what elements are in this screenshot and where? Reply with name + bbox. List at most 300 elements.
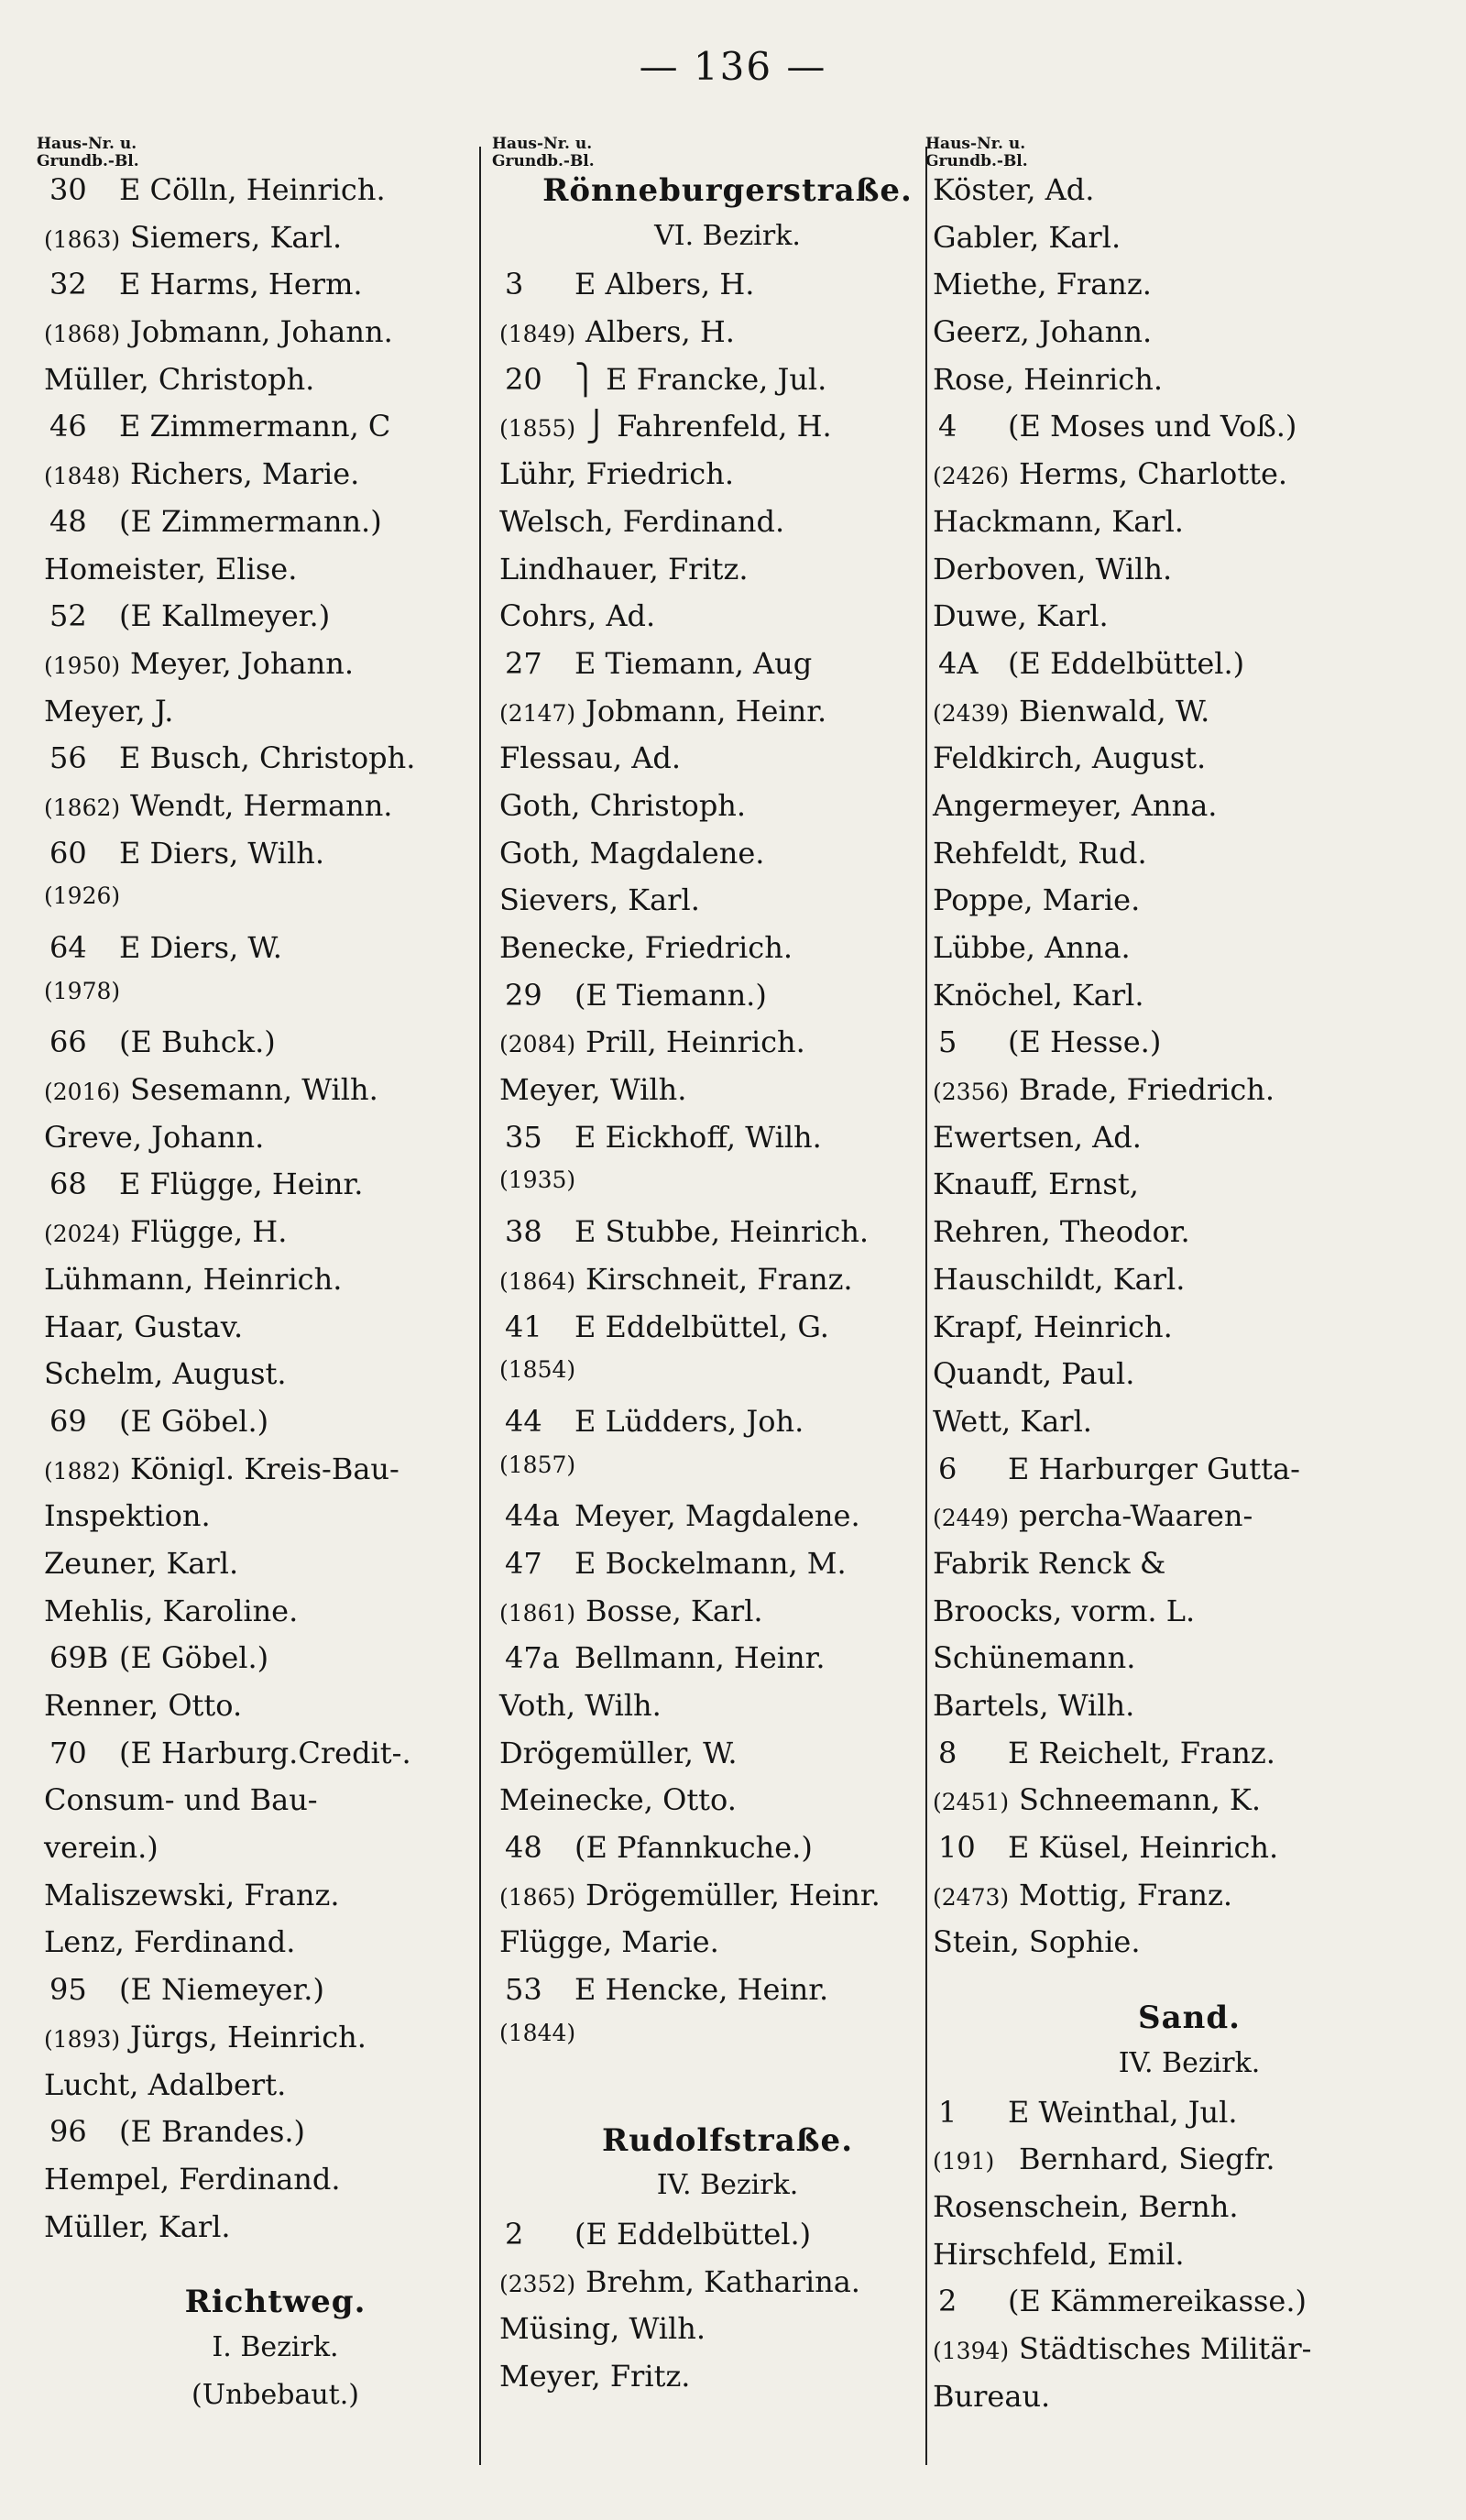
resident-name: Gabler, Karl. bbox=[933, 219, 1121, 255]
house-number: 20 bbox=[505, 361, 542, 397]
directory-entry bbox=[933, 314, 1446, 362]
directory-entry bbox=[44, 646, 507, 694]
directory-entry bbox=[44, 2020, 507, 2067]
resident-name: E Reichelt, Franz. bbox=[1008, 1735, 1275, 1770]
resident-name: (E Moses und Voß.) bbox=[1008, 409, 1297, 444]
resident-name: Lucht, Adalbert. bbox=[44, 2066, 287, 2102]
resident-name: Inspektion. bbox=[44, 1498, 211, 1534]
directory-entry bbox=[499, 1120, 956, 1167]
directory-entry bbox=[44, 2209, 507, 2257]
column-header-label: Haus-Nr. u. bbox=[492, 135, 593, 153]
house-number: 10 bbox=[938, 1830, 976, 1866]
house-number: 95 bbox=[49, 1972, 87, 2008]
spacer bbox=[499, 2095, 956, 2122]
resident-name: Fabrik Renck & bbox=[933, 1545, 1166, 1581]
directory-entry bbox=[44, 1546, 507, 1594]
resident-name: Renner, Otto. bbox=[44, 1688, 243, 1723]
directory-entry bbox=[499, 978, 956, 1025]
heading-text: IV. Bezirk. bbox=[656, 2169, 799, 2202]
resident-name: E Stubbe, Heinrich. bbox=[574, 1214, 870, 1250]
directory-entry bbox=[499, 1452, 956, 1499]
resident-name: Derboven, Wilh. bbox=[933, 551, 1173, 586]
directory-entry bbox=[933, 1309, 1446, 1357]
resident-name: Wett, Karl. bbox=[933, 1403, 1092, 1439]
directory-entry bbox=[44, 220, 507, 268]
column-header-label: Grundb.-Bl. bbox=[925, 152, 1028, 170]
house-number: (1844) bbox=[499, 2019, 576, 2046]
column-header-label: Grundb.-Bl. bbox=[37, 152, 139, 170]
resident-name: Hempel, Ferdinand. bbox=[44, 2161, 341, 2197]
resident-name: Mottig, Franz. bbox=[1019, 1877, 1233, 1912]
house-number: 4 bbox=[938, 409, 957, 444]
house-number: 56 bbox=[49, 740, 87, 776]
resident-name: Bienwald, W. bbox=[1019, 693, 1210, 729]
resident-name: Welsch, Ferdinand. bbox=[499, 503, 785, 539]
directory-entry bbox=[44, 788, 507, 836]
directory-entry bbox=[499, 930, 956, 978]
resident-name: Flessau, Ad. bbox=[499, 740, 682, 776]
resident-name: E Cölln, Heinrich. bbox=[119, 172, 386, 207]
resident-name: Königl. Kreis-Bau- bbox=[130, 1451, 399, 1486]
resident-name: Sievers, Karl. bbox=[499, 882, 700, 918]
resident-name: Homeister, Elise. bbox=[44, 551, 298, 586]
directory-entry bbox=[44, 598, 507, 646]
resident-name: Miethe, Franz. bbox=[933, 267, 1152, 302]
resident-name: Bellmann, Heinr. bbox=[574, 1640, 826, 1676]
resident-name: E Flügge, Heinr. bbox=[119, 1167, 364, 1202]
directory-entry bbox=[44, 2114, 507, 2162]
house-number: 1 bbox=[938, 2094, 957, 2130]
resident-name: Benecke, Friedrich. bbox=[499, 930, 793, 965]
house-number: 30 bbox=[49, 172, 87, 207]
directory-entry bbox=[44, 1972, 507, 2020]
heading-text: I. Bezirk. bbox=[212, 2330, 339, 2363]
resident-name: Feldkirch, August. bbox=[933, 740, 1207, 776]
house-number: 2 bbox=[938, 2284, 957, 2319]
resident-name: Hackmann, Karl. bbox=[933, 503, 1184, 539]
resident-name: Cohrs, Ad. bbox=[499, 598, 656, 634]
house-number: 6 bbox=[938, 1451, 957, 1486]
resident-name: Voth, Wilh. bbox=[499, 1688, 662, 1723]
directory-entry bbox=[499, 1214, 956, 1262]
directory-entry bbox=[44, 1594, 507, 1641]
column-header bbox=[925, 136, 1446, 172]
heading-text: Sand. bbox=[1138, 2000, 1241, 2037]
directory-entry bbox=[499, 694, 956, 741]
directory-entry bbox=[44, 836, 507, 883]
directory-entry bbox=[44, 1072, 507, 1120]
directory-entry bbox=[44, 1924, 507, 1972]
directory-entry bbox=[933, 456, 1446, 504]
house-number: 4A bbox=[938, 645, 979, 681]
directory-entry bbox=[44, 314, 507, 362]
house-number: (2449) bbox=[933, 1505, 1010, 1532]
directory-entry bbox=[44, 1736, 507, 1783]
resident-name: E Albers, H. bbox=[574, 267, 755, 302]
directory-entry bbox=[499, 1782, 956, 1830]
resident-name: Mehlis, Karoline. bbox=[44, 1593, 299, 1628]
house-number: 69 bbox=[49, 1403, 87, 1439]
directory-entry bbox=[44, 1167, 507, 1214]
column-header bbox=[492, 136, 956, 172]
directory-entry bbox=[499, 1972, 956, 2020]
directory-entry bbox=[44, 1830, 507, 1878]
resident-name: (E Zimmermann.) bbox=[119, 503, 382, 539]
resident-name: E Diers, W. bbox=[119, 930, 282, 965]
house-number: (1950) bbox=[44, 652, 121, 679]
resident-name: (E Kallmeyer.) bbox=[119, 598, 331, 634]
directory-entry bbox=[499, 598, 956, 646]
directory-entry bbox=[499, 1356, 956, 1404]
house-number: 52 bbox=[49, 598, 87, 634]
house-number: 27 bbox=[505, 645, 542, 681]
resident-name: Drögemüller, W. bbox=[499, 1735, 738, 1770]
column-2 bbox=[492, 135, 956, 2518]
resident-name: Schünemann. bbox=[933, 1640, 1136, 1676]
column-header bbox=[37, 136, 507, 172]
directory-entry bbox=[499, 1072, 956, 1120]
resident-name: Lindhauer, Fritz. bbox=[499, 551, 749, 586]
resident-name: Rosenschein, Bernh. bbox=[933, 2188, 1239, 2224]
district-label bbox=[499, 220, 956, 268]
resident-name: Haar, Gustav. bbox=[44, 1309, 244, 1344]
resident-name: Sesemann, Wilh. bbox=[130, 1072, 378, 1108]
heading-text: IV. Bezirk. bbox=[1118, 2046, 1261, 2079]
directory-entry bbox=[44, 1404, 507, 1452]
house-number: (2356) bbox=[933, 1079, 1010, 1106]
directory-entry bbox=[499, 1546, 956, 1594]
house-number: (1882) bbox=[44, 1457, 121, 1485]
house-number: 47a bbox=[505, 1640, 560, 1676]
resident-name: Lühmann, Heinrich. bbox=[44, 1261, 343, 1297]
resident-name: (E Niemeyer.) bbox=[119, 1972, 324, 2008]
directory-entry bbox=[44, 1214, 507, 1262]
directory-entry bbox=[933, 740, 1446, 788]
house-number: (1394) bbox=[933, 2337, 1010, 2364]
directory-entry bbox=[499, 456, 956, 504]
directory-entry bbox=[44, 1262, 507, 1309]
directory-entry bbox=[44, 409, 507, 456]
resident-name: E Hencke, Heinr. bbox=[574, 1972, 829, 2008]
house-number: (2451) bbox=[933, 1789, 1010, 1816]
resident-name: Zeuner, Karl. bbox=[44, 1545, 239, 1581]
resident-name: Rehfeldt, Rud. bbox=[933, 835, 1147, 871]
resident-name: (E Kämmereikasse.) bbox=[1008, 2284, 1307, 2319]
directory-entry bbox=[933, 598, 1446, 646]
house-number: (1864) bbox=[499, 1267, 576, 1295]
resident-name: Brehm, Katharina. bbox=[585, 2263, 860, 2299]
directory-entry bbox=[44, 1024, 507, 1072]
directory-entry bbox=[44, 1452, 507, 1499]
directory-entry bbox=[933, 2379, 1446, 2427]
heading-text: Richtweg. bbox=[184, 2284, 366, 2321]
column-header-label: Grundb.-Bl. bbox=[492, 152, 595, 170]
resident-name: Knauff, Ernst, bbox=[933, 1167, 1139, 1202]
directory-entry bbox=[499, 2217, 956, 2264]
resident-name: Meinecke, Otto. bbox=[499, 1782, 737, 1818]
directory-entry bbox=[499, 1640, 956, 1688]
column-3 bbox=[925, 135, 1446, 2518]
house-number: (1926) bbox=[44, 882, 121, 910]
resident-name: Brade, Friedrich. bbox=[1019, 1072, 1275, 1108]
directory-entry bbox=[499, 267, 956, 314]
resident-name: Müsing, Wilh. bbox=[499, 2311, 706, 2347]
house-number: (1849) bbox=[499, 321, 576, 348]
house-number: 48 bbox=[505, 1830, 542, 1866]
resident-name: Meyer, Johann. bbox=[130, 645, 355, 681]
resident-name: E Lüdders, Joh. bbox=[574, 1403, 804, 1439]
house-number: 64 bbox=[49, 930, 87, 965]
house-number: (2084) bbox=[499, 1031, 576, 1058]
resident-name: E Zimmermann, C bbox=[119, 409, 391, 444]
directory-entry bbox=[499, 646, 956, 694]
resident-name: Ewertsen, Ad. bbox=[933, 1119, 1142, 1155]
heading-text: (Unbebaut.) bbox=[191, 2378, 359, 2411]
directory-entry bbox=[933, 2237, 1446, 2284]
directory-entry bbox=[499, 740, 956, 788]
directory-entry bbox=[499, 2264, 956, 2312]
district-label bbox=[933, 2047, 1446, 2095]
street-heading bbox=[499, 172, 956, 220]
directory-entry bbox=[933, 1640, 1446, 1688]
resident-name: (E Brandes.) bbox=[119, 2114, 306, 2150]
directory-entry bbox=[933, 1167, 1446, 1214]
directory-entry bbox=[44, 552, 507, 599]
house-number: 8 bbox=[938, 1735, 957, 1770]
resident-name: (E Tiemann.) bbox=[574, 977, 767, 1013]
house-number: (1854) bbox=[499, 1356, 576, 1384]
resident-name: Flügge, Marie. bbox=[499, 1924, 719, 1960]
directory-entry bbox=[499, 1404, 956, 1452]
house-number: 3 bbox=[505, 267, 524, 302]
directory-entry bbox=[44, 362, 507, 410]
resident-name: Consum- und Bau- bbox=[44, 1782, 318, 1818]
directory-entry bbox=[933, 1546, 1446, 1594]
house-number: (1848) bbox=[44, 463, 121, 490]
resident-name: ⎭ Fahrenfeld, H. bbox=[585, 409, 832, 444]
directory-entry bbox=[44, 456, 507, 504]
resident-name: E Bockelmann, M. bbox=[574, 1545, 847, 1581]
resident-name: (E Göbel.) bbox=[119, 1640, 269, 1676]
directory-entry bbox=[933, 1262, 1446, 1309]
resident-name: Meyer, Magdalene. bbox=[574, 1498, 860, 1534]
house-number: 2 bbox=[505, 2216, 524, 2252]
resident-name: Knöchel, Karl. bbox=[933, 977, 1144, 1013]
directory-entry bbox=[44, 172, 507, 220]
resident-name: (E Eddelbüttel.) bbox=[1008, 645, 1245, 681]
resident-name: Lenz, Ferdinand. bbox=[44, 1924, 296, 1960]
directory-entry bbox=[933, 2331, 1446, 2379]
resident-name: Richers, Marie. bbox=[130, 456, 360, 492]
resident-name: Hauschildt, Karl. bbox=[933, 1261, 1186, 1297]
house-number: (191) bbox=[933, 2148, 995, 2175]
directory-entry bbox=[933, 1356, 1446, 1404]
house-number: 35 bbox=[505, 1119, 542, 1155]
house-number: 48 bbox=[49, 503, 87, 539]
resident-name: E Diers, Wilh. bbox=[119, 835, 324, 871]
resident-name: percha-Waaren- bbox=[1019, 1498, 1253, 1534]
house-number: (2439) bbox=[933, 699, 1010, 727]
directory-entry bbox=[933, 2142, 1446, 2189]
directory-entry bbox=[499, 2020, 956, 2067]
directory-entry bbox=[499, 1688, 956, 1736]
house-number: 47 bbox=[505, 1545, 542, 1581]
directory-entry bbox=[933, 1782, 1446, 1830]
directory-entry bbox=[499, 1594, 956, 1641]
directory-entry bbox=[933, 362, 1446, 410]
column-header-label: Haus-Nr. u. bbox=[37, 135, 137, 153]
house-number: 29 bbox=[505, 977, 542, 1013]
directory-entry bbox=[933, 1688, 1446, 1736]
directory-entry bbox=[933, 1878, 1446, 1925]
house-number: (1865) bbox=[499, 1883, 576, 1911]
resident-name: E Küsel, Heinrich. bbox=[1008, 1830, 1279, 1866]
resident-name: Hirschfeld, Emil. bbox=[933, 2236, 1185, 2272]
heading-text: Rönneburgerstraße. bbox=[542, 172, 913, 209]
house-number: 44 bbox=[505, 1403, 542, 1439]
resident-name: Schneemann, K. bbox=[1019, 1782, 1261, 1818]
directory-entry bbox=[499, 1262, 956, 1309]
house-number: (1893) bbox=[44, 2025, 121, 2053]
resident-name: Schelm, August. bbox=[44, 1356, 287, 1392]
directory-entry bbox=[933, 788, 1446, 836]
directory-entry bbox=[933, 930, 1446, 978]
directory-entry bbox=[933, 1452, 1446, 1499]
resident-name: Wendt, Hermann. bbox=[130, 787, 393, 823]
directory-entry bbox=[933, 1736, 1446, 1783]
resident-name: (E Eddelbüttel.) bbox=[574, 2216, 812, 2252]
directory-entry bbox=[44, 1356, 507, 1404]
resident-name: Duwe, Karl. bbox=[933, 598, 1109, 634]
directory-entry bbox=[933, 836, 1446, 883]
directory-entry bbox=[44, 740, 507, 788]
directory-entry bbox=[933, 2095, 1446, 2142]
spacer bbox=[44, 2256, 507, 2284]
resident-name: Angermeyer, Anna. bbox=[933, 787, 1218, 823]
directory-entry bbox=[933, 220, 1446, 268]
directory-entry bbox=[933, 978, 1446, 1025]
resident-name: E Harms, Herm. bbox=[119, 267, 363, 302]
house-number: (2147) bbox=[499, 699, 576, 727]
directory-entry bbox=[499, 1924, 956, 1972]
resident-name: Greve, Johann. bbox=[44, 1119, 265, 1155]
directory-entry bbox=[499, 2311, 956, 2359]
directory-entry bbox=[499, 788, 956, 836]
resident-name: (E Pfannkuche.) bbox=[574, 1830, 813, 1866]
house-number: (2473) bbox=[933, 1883, 1010, 1911]
house-number: 96 bbox=[49, 2114, 87, 2150]
resident-name: Stein, Sophie. bbox=[933, 1924, 1141, 1960]
directory-entry bbox=[44, 1120, 507, 1167]
directory-entry bbox=[933, 504, 1446, 552]
resident-name: E Tiemann, Aug bbox=[574, 645, 813, 681]
resident-name: Goth, Christoph. bbox=[499, 787, 747, 823]
directory-entry bbox=[44, 1309, 507, 1357]
directory-entry bbox=[44, 267, 507, 314]
directory-entry bbox=[499, 1736, 956, 1783]
directory-entry bbox=[499, 552, 956, 599]
resident-name: Meyer, J. bbox=[44, 693, 174, 729]
directory-entry bbox=[44, 1498, 507, 1546]
house-number: 69B bbox=[49, 1640, 109, 1676]
resident-name: Quandt, Paul. bbox=[933, 1356, 1135, 1392]
resident-name: Köster, Ad. bbox=[933, 172, 1095, 207]
house-number: (1862) bbox=[44, 794, 121, 821]
resident-name: Prill, Heinrich. bbox=[585, 1024, 805, 1060]
house-number: (1868) bbox=[44, 321, 121, 348]
resident-name: Müller, Christoph. bbox=[44, 361, 315, 397]
directory-entry bbox=[933, 2189, 1446, 2237]
resident-name: Bernhard, Siegfr. bbox=[1019, 2142, 1275, 2177]
resident-name: (E Hesse.) bbox=[1008, 1024, 1162, 1060]
directory-entry bbox=[499, 314, 956, 362]
house-number: (1935) bbox=[499, 1167, 576, 1194]
directory-entry bbox=[44, 2162, 507, 2209]
house-number: 60 bbox=[49, 835, 87, 871]
column-header-label: Haus-Nr. u. bbox=[925, 135, 1026, 153]
resident-name: Jürgs, Heinrich. bbox=[130, 2019, 366, 2054]
resident-name: Müller, Karl. bbox=[44, 2208, 231, 2244]
directory-entry bbox=[44, 1640, 507, 1688]
resident-name: Lühr, Friedrich. bbox=[499, 456, 734, 492]
resident-name: Städtisches Militär- bbox=[1019, 2330, 1312, 2366]
house-number: (2426) bbox=[933, 463, 1010, 490]
directory-entry bbox=[44, 2067, 507, 2115]
house-number: 41 bbox=[505, 1309, 542, 1344]
street-heading bbox=[499, 2122, 956, 2170]
resident-name: Maliszewski, Franz. bbox=[44, 1877, 340, 1912]
house-number: (1857) bbox=[499, 1451, 576, 1478]
directory-entry bbox=[933, 1214, 1446, 1262]
resident-name: ⎫ E Francke, Jul. bbox=[574, 361, 827, 397]
house-number: (1855) bbox=[499, 415, 576, 443]
resident-name: verein.) bbox=[44, 1830, 159, 1866]
directory-entry bbox=[499, 1024, 956, 1072]
resident-name: Rose, Heinrich. bbox=[933, 361, 1163, 397]
resident-name: Goth, Magdalene. bbox=[499, 835, 765, 871]
directory-entry bbox=[44, 1878, 507, 1925]
street-heading bbox=[933, 2000, 1446, 2047]
directory-entry bbox=[499, 409, 956, 456]
directory-entry bbox=[44, 1688, 507, 1736]
resident-name: Drögemüller, Heinr. bbox=[585, 1877, 881, 1912]
house-number: 44a bbox=[505, 1498, 560, 1534]
directory-entry bbox=[499, 1309, 956, 1357]
resident-name: Jobmann, Johann. bbox=[130, 314, 393, 350]
resident-name: Broocks, vorm. L. bbox=[933, 1593, 1196, 1628]
directory-entry bbox=[44, 1782, 507, 1830]
directory-entry bbox=[44, 978, 507, 1025]
district-label bbox=[499, 2169, 956, 2217]
house-number: (1978) bbox=[44, 977, 121, 1004]
house-number: 70 bbox=[49, 1735, 87, 1770]
house-number: 5 bbox=[938, 1024, 957, 1060]
house-number: (2016) bbox=[44, 1079, 121, 1106]
directory-entry bbox=[933, 1830, 1446, 1878]
heading-text: VI. Bezirk. bbox=[654, 219, 801, 252]
resident-name: (E Göbel.) bbox=[119, 1403, 269, 1439]
resident-name: Jobmann, Heinr. bbox=[585, 693, 827, 729]
resident-name: Albers, H. bbox=[585, 314, 735, 350]
directory-entry bbox=[933, 694, 1446, 741]
directory-entry bbox=[933, 2284, 1446, 2331]
spacer bbox=[933, 1972, 1446, 2000]
directory-entry bbox=[933, 267, 1446, 314]
resident-name: Lübbe, Anna. bbox=[933, 930, 1131, 965]
directory-entry bbox=[933, 1924, 1446, 1972]
resident-name: (E Buhck.) bbox=[119, 1024, 276, 1060]
resident-name: Bosse, Karl. bbox=[585, 1593, 763, 1628]
